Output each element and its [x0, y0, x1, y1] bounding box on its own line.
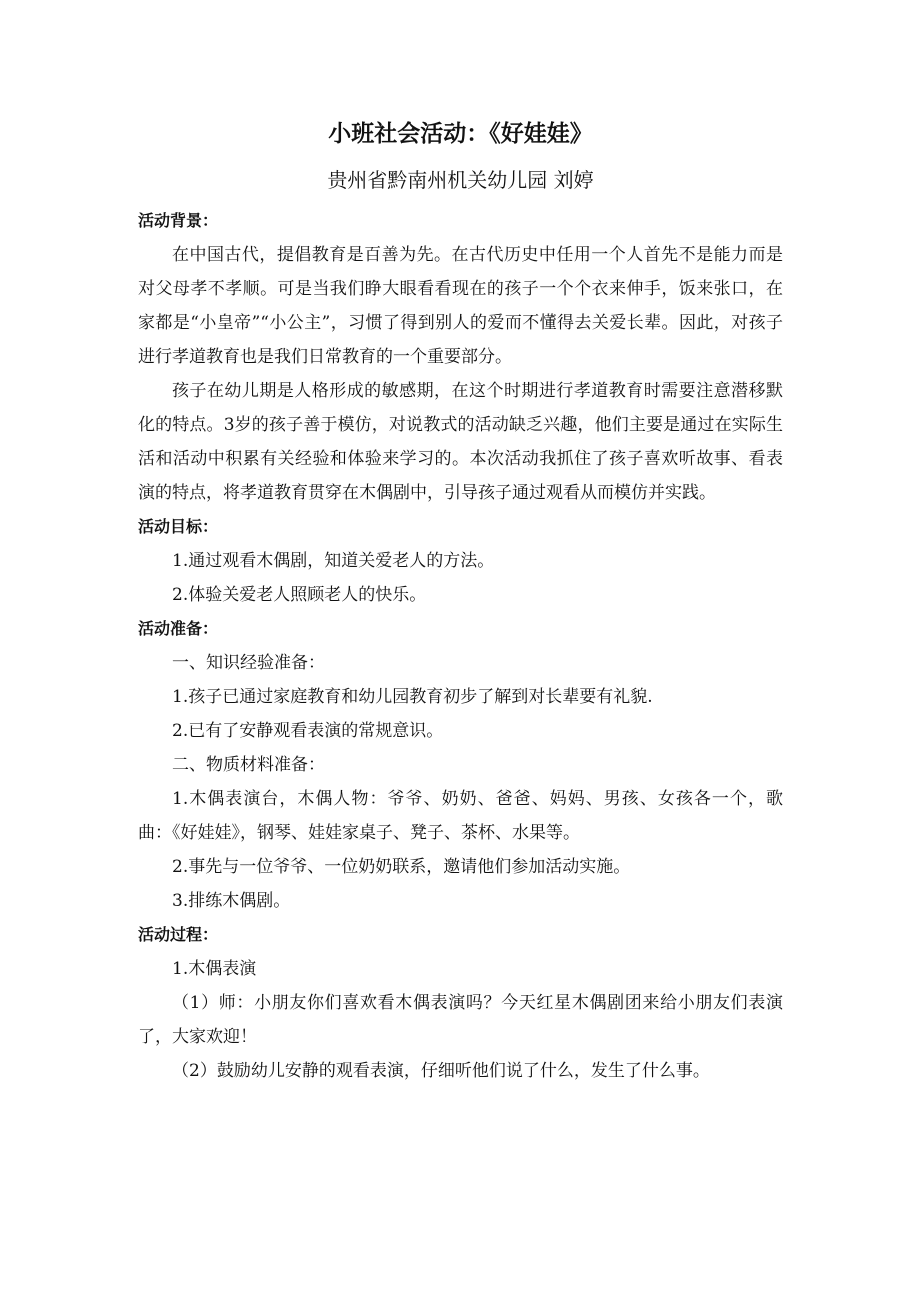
goal-item: 1.通过观看木偶剧，知道关爱老人的方法。: [172, 551, 495, 571]
preparation-item: 1.孩子已通过家庭教育和幼儿园教育初步了解到对长辈要有礼貌.: [172, 687, 653, 707]
section-heading-goals: 活动目标：: [138, 517, 219, 536]
section-heading-preparation: 活动准备：: [138, 619, 219, 638]
preparation-item: 1.木偶表演台，木偶人物：爷爷、奶奶、爸爸、妈妈、男孩、女孩各一个，歌曲：《好娃娃》，钢琴、娃娃家桌子、凳子、茶杯、水果等。: [138, 789, 783, 843]
preparation-item: 2.事先与一位爷爷、一位奶奶联系，邀请他们参加活动实施。: [172, 857, 631, 877]
preparation-item: 2.已有了安静观看表演的常规意识。: [172, 721, 444, 741]
background-paragraph: 孩子在幼儿期是人格形成的敏感期，在这个时期进行孝道教育时需要注意潜移默化的特点。3岁的孩子善于模仿，对说教式的活动缺乏兴趣，他们主要是通过在实际生活和活动中积累有关经验和体验来学习的。本次活动我抓住了孩子喜欢听故事、看表演的特点，将孝道教育贯穿在木偶剧中，引导孩子通过观看从而模仿并实践。: [138, 381, 783, 503]
goal-item: 2.体验关爱老人照顾老人的快乐。: [172, 585, 427, 605]
process-item: 1.木偶表演: [172, 959, 257, 979]
section-heading-process: 活动过程：: [138, 925, 219, 944]
process-item: （1）师：小朋友你们喜欢看木偶表演吗？今天红星木偶剧团来给小朋友们表演了，大家欢迎！: [138, 993, 783, 1047]
section-heading-background: 活动背景：: [138, 211, 219, 230]
process-item: （2）鼓励幼儿安静的观看表演，仔细听他们说了什么，发生了什么事。: [172, 1061, 710, 1081]
preparation-item: 二、物质材料准备：: [172, 755, 325, 775]
document-title: 小班社会活动：《好娃娃》: [328, 120, 593, 147]
preparation-item: 3.排练木偶剧。: [172, 891, 291, 911]
background-paragraph: 在中国古代，提倡教育是百善为先。在古代历史中任用一个人首先不是能力而是对父母孝不孝顺。可是当我们睁大眼看看现在的孩子一个个衣来伸手，饭来张口，在家都是“小皇帝”“小公主”，习惯了得到别人的爱而不懂得去关爱长辈。因此，对孩子进行孝道教育也是我们日常教育的一个重要部分。: [138, 245, 783, 367]
document-author: 贵州省黔南州机关幼儿园 刘婷: [327, 168, 594, 192]
document-content: [138, 112, 783, 1088]
preparation-item: 一、知识经验准备：: [172, 653, 325, 673]
